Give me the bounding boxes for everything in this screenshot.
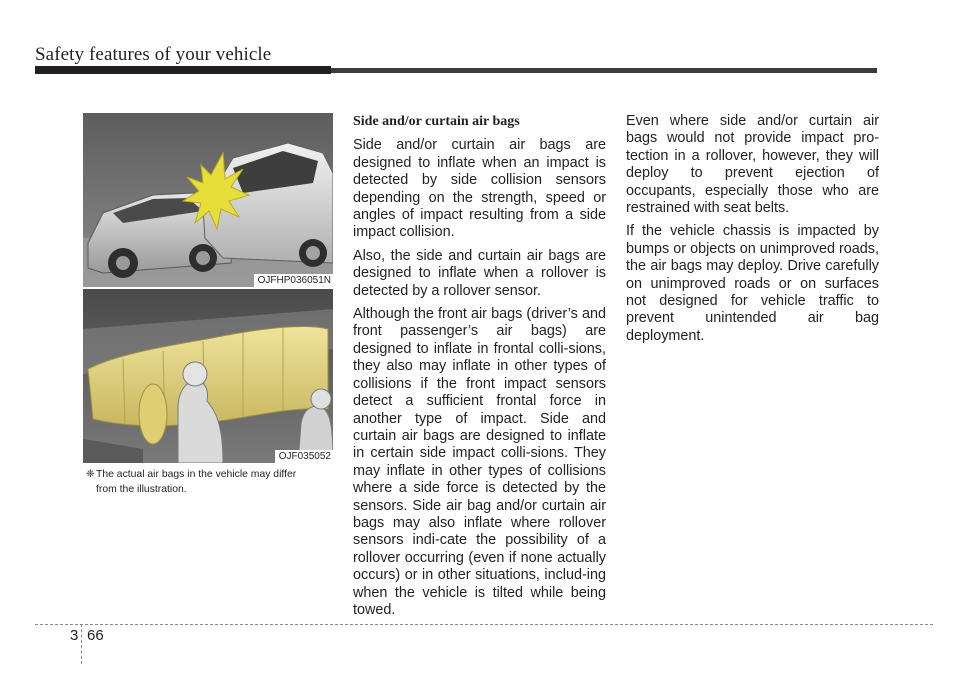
footer-divider — [81, 624, 82, 664]
paragraph: Although the front air bags (driver’s and front passenger’s air bags) are designed to inflate in frontal colli-sions, they also may inflate in other types of collisions if the front impact sensors detect a sufficient frontal force in another type of impact. Side and curtain air bags are designed to inflate in certain side impact colli-sions. They may inflate in other types of collisions where a side force is detected by the sensors. Side air bag and/or curtain air bags may also inflate where rollover sensors indi-cate the possibility of a rollover occurring (even if none actually occurs) or in other situations, includ-ing when the vehicle is tilted while being towed. — [353, 306, 606, 618]
note-text-line1: The actual air bags in the vehicle may differ — [96, 469, 297, 480]
curtain-airbag-illustration — [83, 289, 333, 463]
side-collision-illustration — [83, 113, 333, 287]
figure-label: OJF035052 — [275, 450, 333, 463]
paragraph: Side and/or curtain air bags are designed to inflate when an impact is detected by side collision sensors depending on the strength, speed or angles of impact resulting from a side impact collision. — [353, 137, 606, 241]
page-header-title: Safety features of your vehicle — [35, 44, 272, 65]
figure-label: OJFHP036051N — [254, 274, 333, 287]
chapter-number: 3 — [70, 627, 79, 644]
page-number: 66 — [87, 627, 104, 644]
header-rule-accent — [35, 66, 331, 74]
figure-curtain-airbag — [83, 289, 333, 463]
section-heading: Side and/or curtain air bags — [353, 114, 520, 129]
text-column-middle — [353, 113, 606, 625]
note-text-line2: from the illustration. — [96, 484, 187, 495]
text-column-right — [626, 113, 879, 351]
paragraph: Even where side and/or curtain air bags would not provide impact pro-tection in a rollover, however, they will deploy to prevent ejection of occupants, especially those who are restrained with seat belts. — [626, 113, 879, 217]
figure-side-collision — [83, 113, 333, 287]
note-mark: ❈ — [86, 469, 95, 480]
footer-rule — [35, 624, 933, 625]
illustration-note — [86, 467, 336, 497]
paragraph: Also, the side and curtain air bags are designed to inflate when a rollover is detected by a rollover sensor. — [353, 247, 606, 299]
paragraph: If the vehicle chassis is impacted by bumps or objects on unimproved roads, the air bags may deploy. Drive carefully on unimproved roads or on surfaces not designed for vehicle traffic to prevent unintended air bag deployment. — [626, 223, 879, 344]
